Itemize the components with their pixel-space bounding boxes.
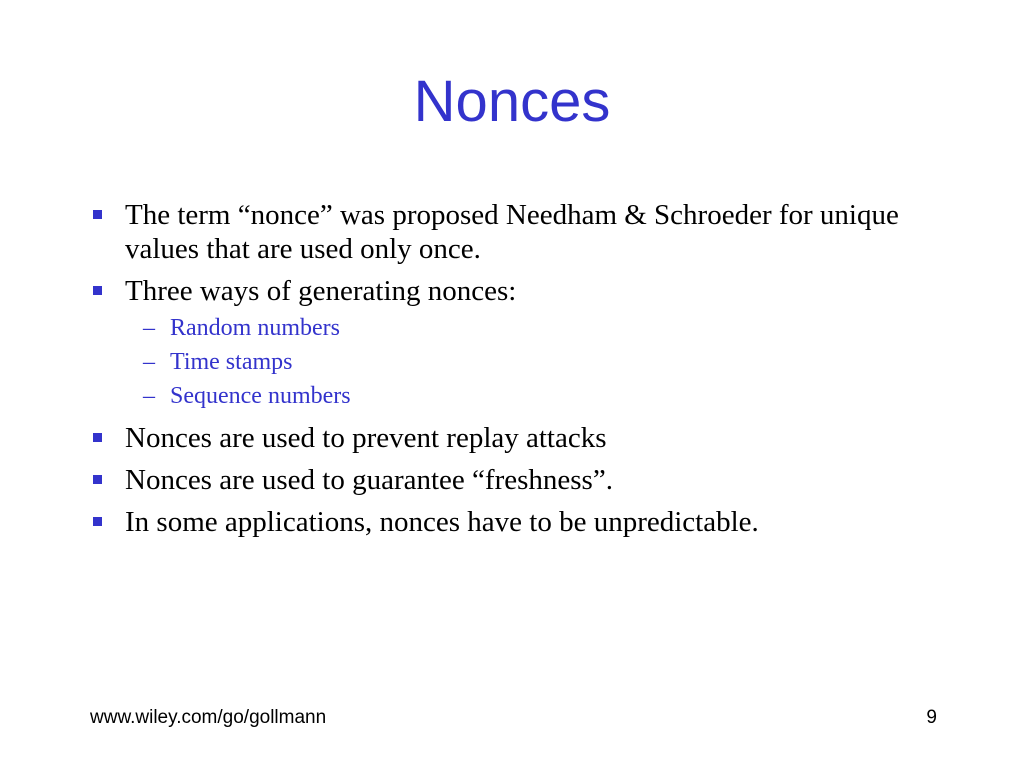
square-bullet-icon (93, 475, 102, 484)
square-bullet-icon (93, 286, 102, 295)
square-bullet-icon (93, 210, 102, 219)
bullet-text: Three ways of generating nonces: (125, 275, 517, 307)
bullet-text: In some applications, nonces have to be unpredictable. (125, 506, 759, 538)
bullet-text: Nonces are used to guarantee “freshness”. (125, 464, 613, 496)
bullet-list (90, 198, 960, 547)
dash-marker: – (143, 349, 155, 375)
slide-title: Nonces (413, 69, 611, 134)
sub-bullet-item (125, 345, 960, 379)
square-bullet-icon (93, 433, 102, 442)
footer-url: www.wiley.com/go/gollmann (90, 707, 327, 728)
sub-bullet-item (125, 379, 960, 413)
bullet-item (90, 421, 960, 455)
bullet-item (90, 505, 960, 539)
dash-marker: – (143, 315, 155, 341)
sub-bullet-list (125, 311, 960, 413)
sub-bullet-text: Time stamps (170, 349, 293, 375)
bullet-item (90, 463, 960, 497)
sub-bullet-item (125, 311, 960, 345)
bullet-item (90, 198, 960, 266)
dash-marker: – (143, 383, 155, 409)
bullet-item (90, 274, 960, 413)
square-bullet-icon (93, 517, 102, 526)
sub-bullet-text: Random numbers (170, 315, 340, 341)
sub-bullet-text: Sequence numbers (170, 383, 351, 409)
bullet-text: The term “nonce” was proposed Needham & Schroeder for unique values that are used only once. (125, 199, 899, 265)
page-number: 9 (926, 707, 937, 728)
bullet-text: Nonces are used to prevent replay attacks (125, 422, 607, 454)
